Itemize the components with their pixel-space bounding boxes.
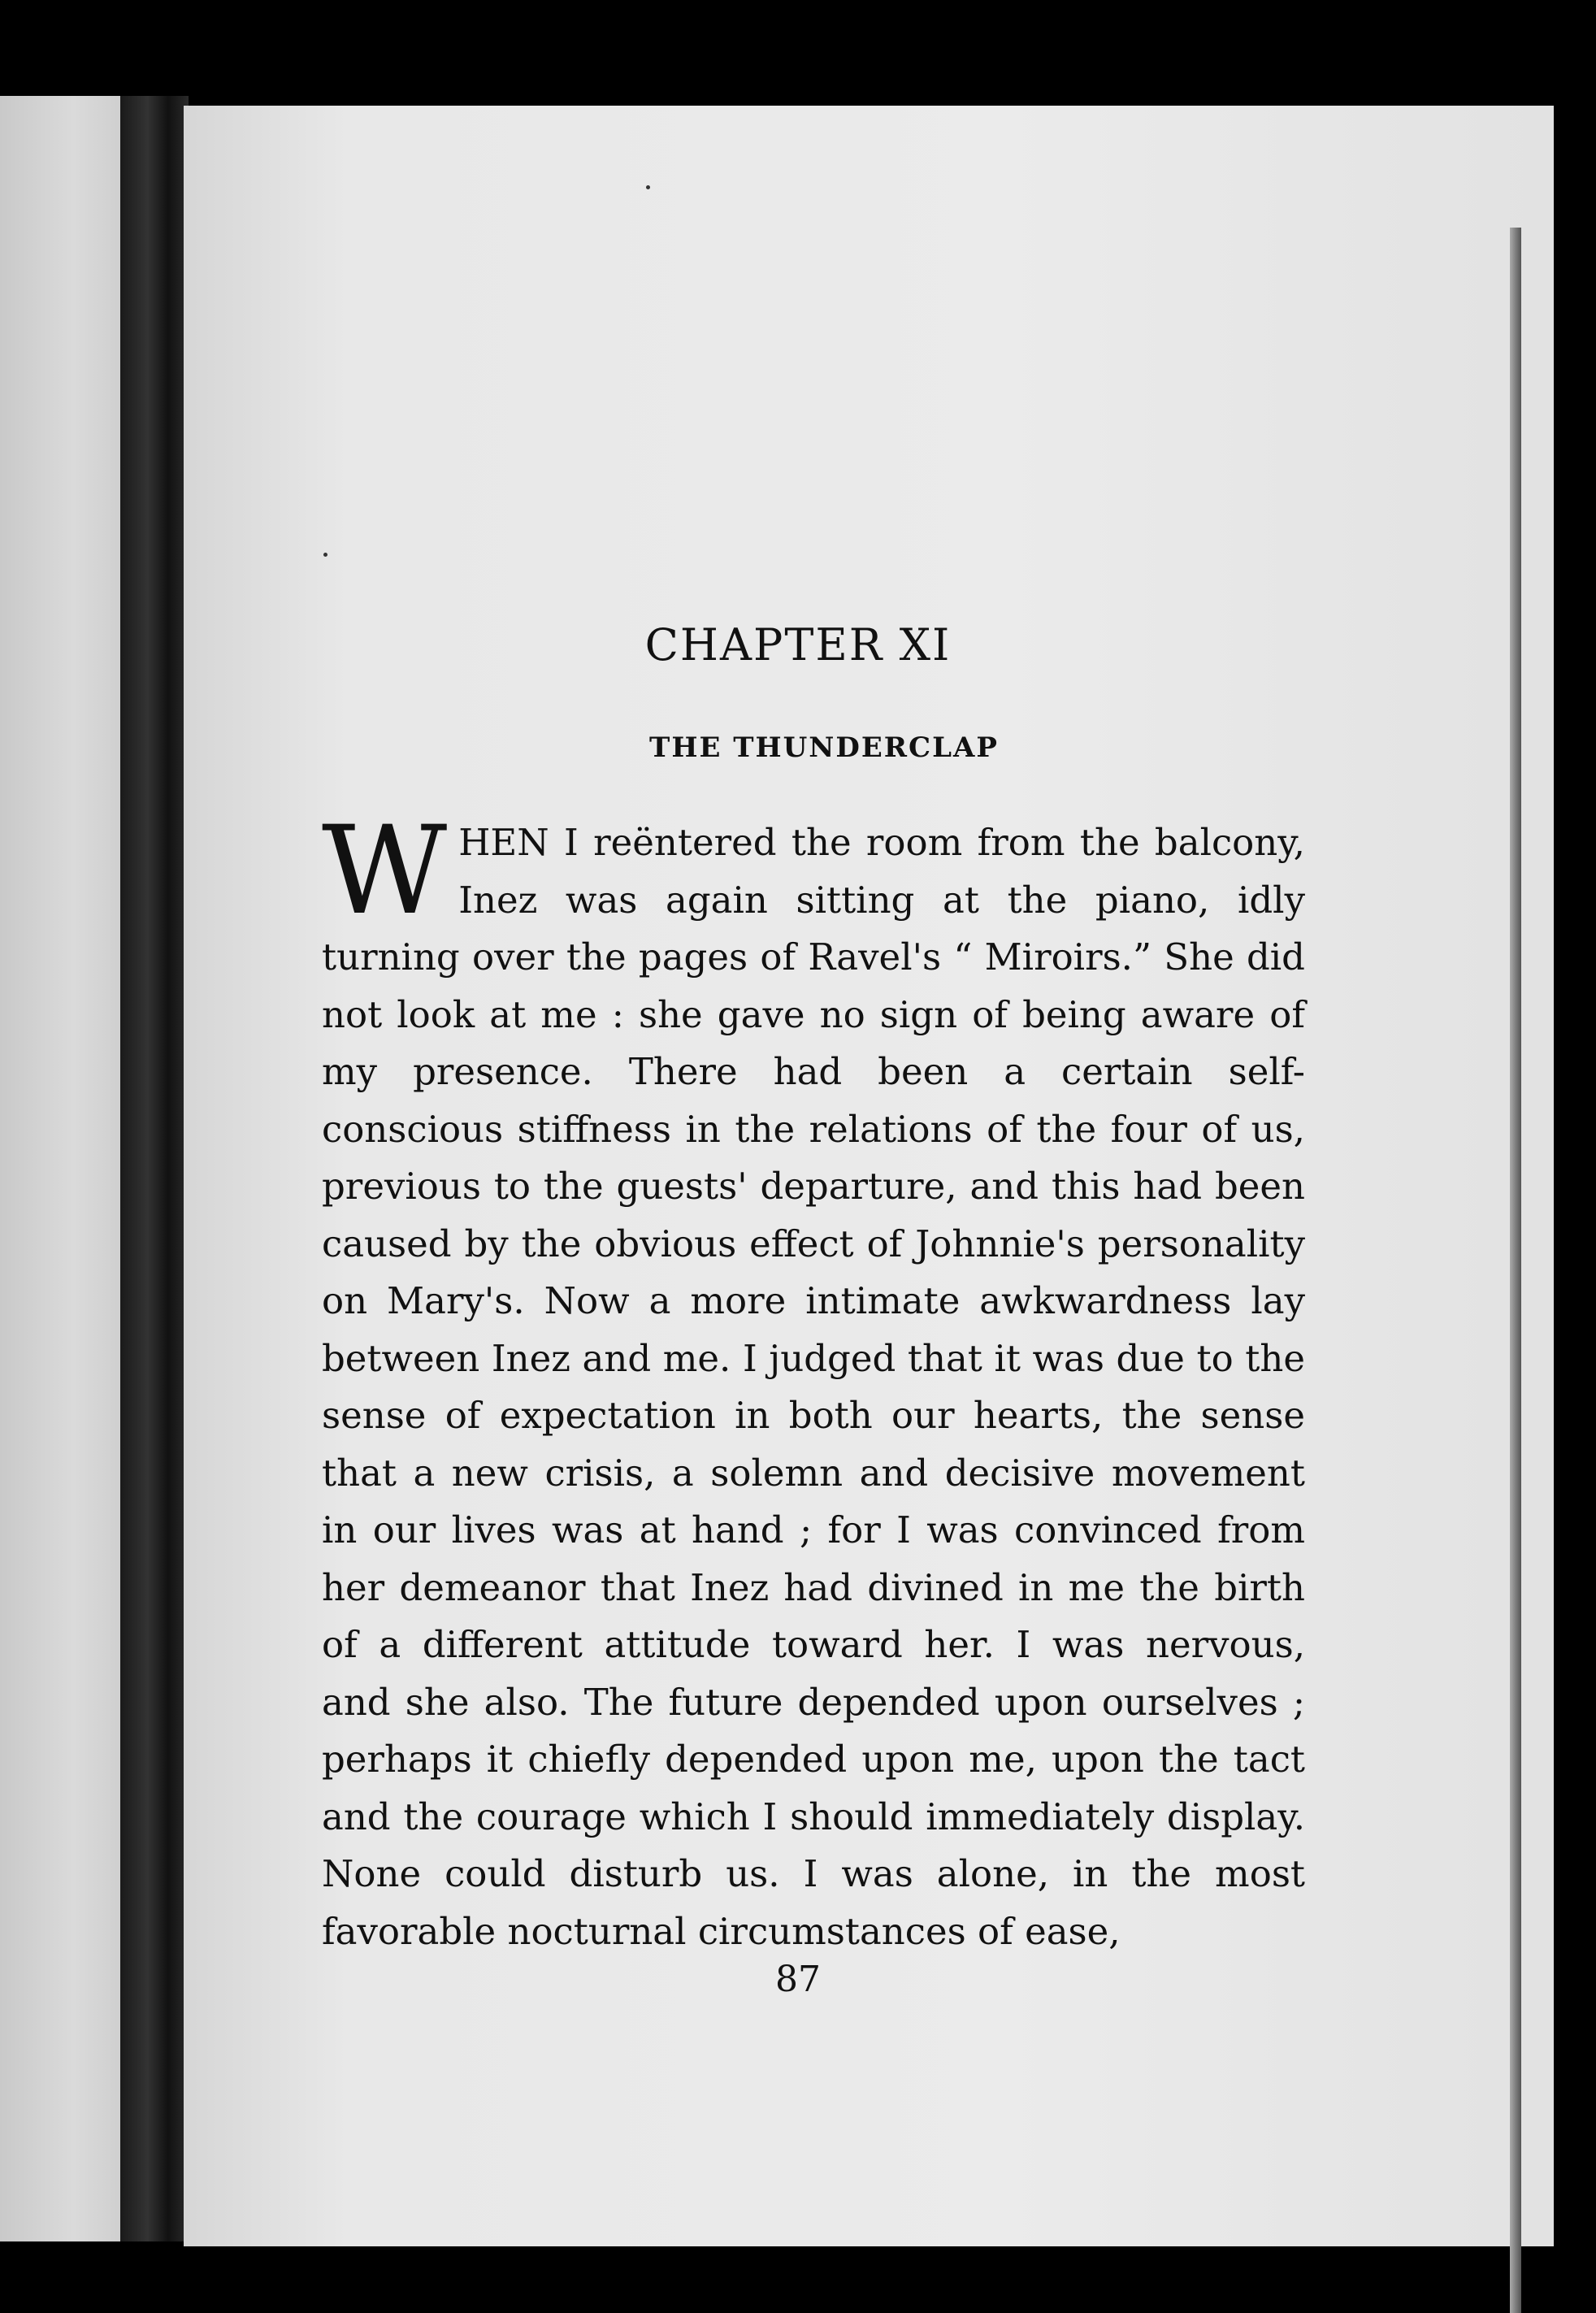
chapter-title: THE THUNDERCLAP — [649, 731, 999, 764]
body-paragraph — [322, 801, 1305, 1960]
paper-speck — [646, 185, 650, 189]
facing-page-edge — [0, 96, 122, 2241]
page-shadow-edge — [1510, 228, 1521, 2313]
paper-speck — [323, 553, 327, 557]
drop-cap: W — [322, 801, 448, 942]
page-number: 87 — [775, 1959, 821, 2000]
chapter-heading: CHAPTER XI — [644, 619, 952, 670]
book-gutter — [120, 96, 189, 2241]
body-text: HEN I reëntered the room from the balcony, Inez was again sitting at the piano, idly turning over the pages of Ravel's “ Miroirs.” She did not look at me : she gave no sign of being aware of my presence. There had been a certain self-conscious stiffness in the relations of the four of us, previous to the guests' departure, and this had been caused by the obvious effect of Johnnie's personality on Mary's. Now a more intimate awkwardness lay between Inez and me. I judged that it was due to the sense of expectation in both our hearts, the sense that a new crisis, a solemn and decisive movement in our lives was at hand ; for I was convinced from her demeanor that Inez had divined in me the birth of a different attitude toward her. I was nervous, and she also. The future depended upon ourselves ; perhaps it chiefly depended upon me, upon the tact and the courage which I should immediately display. None could disturb us. I was alone, in the most favorable nocturnal circumstances of ease, — [322, 821, 1305, 1953]
